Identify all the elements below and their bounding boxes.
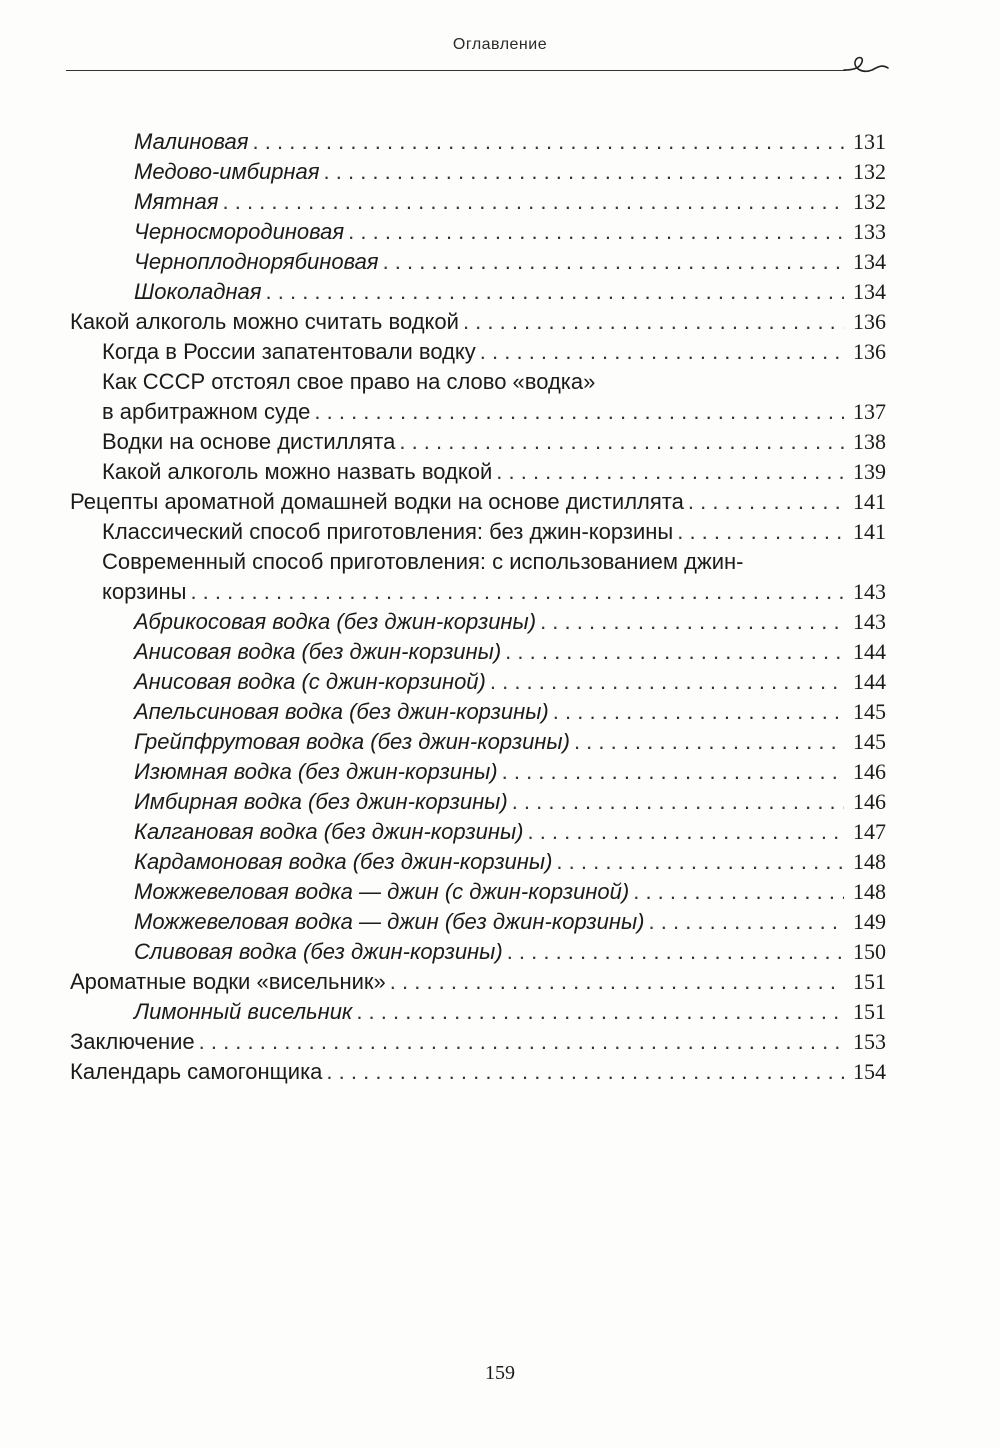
toc-entry[interactable] [70, 727, 886, 757]
toc-entry-page: 136 [853, 339, 886, 364]
dot-leader [556, 847, 844, 877]
toc-entry-page: 154 [853, 1059, 886, 1084]
toc-entry[interactable] [70, 757, 886, 787]
toc-entry-title: Ароматные водки «висельник» [70, 969, 386, 994]
toc-entry-title: Абрикосовая водка (без джин-корзины) [134, 609, 537, 634]
page-number: 159 [485, 1362, 515, 1384]
toc-entry-title: Заключение [70, 1029, 195, 1054]
toc-entry-title: Грейпфрутовая водка (без джин-корзины) [134, 729, 570, 754]
toc-entry[interactable] [70, 397, 886, 427]
toc-entry[interactable] [70, 547, 886, 577]
dot-leader [314, 397, 844, 427]
toc-entry[interactable] [70, 457, 886, 487]
toc-entry[interactable] [70, 217, 886, 247]
dot-leader [383, 247, 844, 277]
dot-leader [574, 727, 844, 757]
toc-entry[interactable] [70, 517, 886, 547]
toc-entry-page: 151 [853, 999, 886, 1024]
toc-entry-title: Кардамоновая водка (без джин-корзины) [134, 849, 553, 874]
dot-leader [463, 307, 844, 337]
toc-entry-page: 138 [853, 429, 886, 454]
toc-entry-page: 149 [853, 909, 886, 934]
toc-entry-page: 133 [853, 219, 886, 244]
dot-leader [326, 1057, 844, 1087]
toc-entry-page: 145 [853, 699, 886, 724]
dot-leader [540, 607, 844, 637]
toc-entry[interactable] [70, 127, 886, 157]
toc-entry[interactable] [70, 877, 886, 907]
toc-entry[interactable] [70, 277, 886, 307]
toc-entry[interactable] [70, 787, 886, 817]
toc-entry[interactable] [70, 697, 886, 727]
toc-entry-title: Календарь самогонщика [70, 1059, 323, 1084]
toc-entry-page: 139 [853, 459, 886, 484]
toc-entry-title: Анисовая водка (с джин-корзиной) [134, 669, 486, 694]
toc-entry-title: Черноплоднорябиновая [134, 249, 379, 274]
toc-entry[interactable] [70, 637, 886, 667]
toc-entry-title: Калгановая водка (без джин-корзины) [134, 819, 524, 844]
toc-entry[interactable] [70, 247, 886, 277]
dot-leader [490, 667, 844, 697]
table-of-contents [70, 127, 886, 1087]
dot-leader [253, 127, 844, 157]
toc-entry-title: Лимонный висельник [134, 999, 353, 1024]
toc-entry-title: Когда в России запатентовали водку [102, 339, 476, 364]
toc-entry-title: Апельсиновая водка (без джин-корзины) [134, 699, 549, 724]
toc-entry-title: Шоколадная [134, 279, 262, 304]
toc-entry[interactable] [70, 577, 886, 607]
dot-leader [223, 187, 845, 217]
toc-entry[interactable] [70, 967, 886, 997]
toc-entry-title: Рецепты ароматной домашней водки на основе дистиллята [70, 489, 684, 514]
toc-entry[interactable] [70, 187, 886, 217]
toc-entry-page: 141 [853, 519, 886, 544]
toc-entry-page: 132 [853, 159, 886, 184]
toc-entry[interactable] [70, 1057, 886, 1087]
toc-entry-page: 141 [853, 489, 886, 514]
header-rule [66, 70, 846, 71]
toc-entry-page: 143 [853, 579, 886, 604]
dot-leader [480, 337, 844, 367]
running-head: Оглавление [452, 36, 548, 53]
dot-leader [633, 877, 844, 907]
toc-entry-page: 146 [853, 789, 886, 814]
toc-entry-page: 145 [853, 729, 886, 754]
toc-entry-title: Анисовая водка (без джин-корзины) [134, 639, 502, 664]
dot-leader [688, 487, 844, 517]
toc-entry-page: 148 [853, 879, 886, 904]
dot-leader [266, 277, 844, 307]
dot-leader [507, 937, 844, 967]
toc-entry[interactable] [70, 937, 886, 967]
toc-entry[interactable] [70, 367, 886, 397]
toc-entry-page: 153 [853, 1029, 886, 1054]
toc-entry-title: Сливовая водка (без джин-корзины) [134, 939, 503, 964]
dot-leader [199, 1027, 844, 1057]
toc-entry-title: Современный способ приготовления: с использованием джин- [102, 549, 744, 574]
toc-entry[interactable] [70, 817, 886, 847]
toc-entry[interactable] [70, 157, 886, 187]
dot-leader [324, 157, 844, 187]
toc-entry-page: 151 [853, 969, 886, 994]
toc-entry[interactable] [70, 667, 886, 697]
dot-leader [390, 967, 844, 997]
toc-entry-title: Классический способ приготовления: без джин-корзины [102, 519, 674, 544]
toc-entry[interactable] [70, 427, 886, 457]
toc-entry-title: Как СССР отстоял свое право на слово «водка» [102, 369, 596, 394]
toc-entry-page: 146 [853, 759, 886, 784]
toc-entry-page: 131 [853, 129, 886, 154]
toc-entry-page: 150 [853, 939, 886, 964]
toc-entry[interactable] [70, 847, 886, 877]
toc-entry-title: Мятная [134, 189, 219, 214]
dot-leader [399, 427, 844, 457]
dot-leader [356, 997, 844, 1027]
toc-entry-page: 144 [853, 669, 886, 694]
toc-entry[interactable] [70, 607, 886, 637]
toc-entry-page: 134 [853, 249, 886, 274]
toc-entry-title: Можжевеловая водка — джин (с джин-корзиной) [134, 879, 630, 904]
toc-entry-page: 132 [853, 189, 886, 214]
toc-entry[interactable] [70, 1027, 886, 1057]
toc-entry[interactable] [70, 307, 886, 337]
toc-entry-title: Изюмная водка (без джин-корзины) [134, 759, 498, 784]
toc-entry-page: 144 [853, 639, 886, 664]
dot-leader [553, 697, 844, 727]
toc-entry-page: 134 [853, 279, 886, 304]
toc-entry-title: Медово-имбирная [134, 159, 320, 184]
toc-entry-title: Можжевеловая водка — джин (без джин-корзины) [134, 909, 645, 934]
dot-leader [496, 457, 844, 487]
toc-entry-title: Водки на основе дистиллята [102, 429, 396, 454]
dot-leader [505, 637, 844, 667]
toc-entry-title: Какой алкоголь можно считать водкой [70, 309, 459, 334]
toc-entry[interactable] [70, 337, 886, 367]
dot-leader [502, 757, 844, 787]
toc-entry-page: 137 [853, 399, 886, 424]
dot-leader [512, 787, 844, 817]
flourish-ornament-icon [842, 52, 892, 84]
toc-entry[interactable] [70, 997, 886, 1027]
toc-entry-page: 147 [853, 819, 886, 844]
toc-entry-page: 148 [853, 849, 886, 874]
toc-entry-page: 136 [853, 309, 886, 334]
toc-entry-title: в арбитражном суде [102, 399, 311, 424]
dot-leader [527, 817, 844, 847]
toc-entry-title: Какой алкоголь можно назвать водкой [102, 459, 493, 484]
toc-entry[interactable] [70, 487, 886, 517]
dot-leader [677, 517, 844, 547]
toc-entry-title: корзины [102, 579, 187, 604]
toc-entry-title: Малиновая [134, 129, 249, 154]
toc-entry[interactable] [70, 907, 886, 937]
toc-entry-title: Черносмородиновая [134, 219, 345, 244]
dot-leader [348, 217, 844, 247]
dot-leader [190, 577, 844, 607]
toc-entry-page: 143 [853, 609, 886, 634]
dot-leader [649, 907, 844, 937]
toc-entry-title: Имбирная водка (без джин-корзины) [134, 789, 508, 814]
